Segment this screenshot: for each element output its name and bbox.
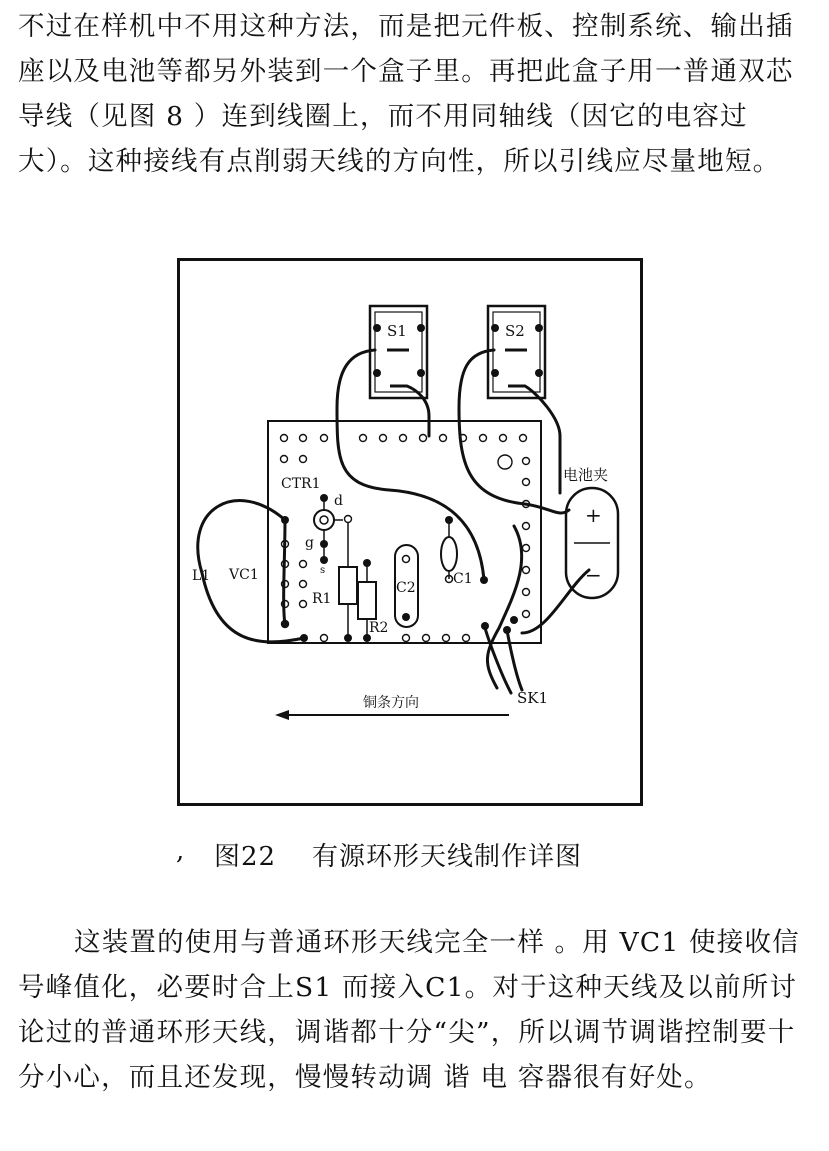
label-c2: C2	[396, 580, 416, 596]
label-s1: S1	[387, 322, 407, 340]
label-r2: R2	[369, 620, 389, 636]
wires	[198, 350, 589, 693]
label-c1: C1	[453, 571, 473, 587]
label-vc1: VC1	[229, 567, 259, 583]
board-holes	[281, 435, 530, 642]
resistor-r1	[339, 522, 357, 642]
figure-frame	[179, 260, 642, 805]
figure-caption	[0, 836, 829, 876]
label-g: g	[305, 535, 314, 551]
label-d: d	[334, 493, 343, 509]
circuit-board	[268, 421, 541, 643]
label-sk1: SK1	[517, 689, 549, 707]
caption-title: 有源环形天线制作详图	[312, 842, 583, 872]
label-plus: +	[585, 503, 602, 527]
caption-label: 图22	[214, 842, 277, 872]
label-ctr1: CTR1	[281, 476, 321, 492]
figure-22-diagram	[177, 258, 643, 806]
label-minus: −	[585, 563, 602, 587]
label-battery-clip: 电池夹	[563, 466, 609, 484]
label-r1: R1	[312, 591, 332, 607]
label-l1: L1	[192, 568, 211, 584]
switch-s2	[488, 306, 545, 398]
circuit-drawing	[177, 258, 643, 806]
label-s: s	[320, 565, 326, 576]
paragraph-bottom: 这装置的使用与普通环形天线完全一样 。用 VC1 使接收信号峰值化，必要时合上S1 而接入C1。对于这种天线及以前所讨论过的普通环形天线，调谐都十分“尖”，所以调节调谐控制要十分小心，而且还发现，慢慢转动调 谐 电 容器很有好处。	[18, 927, 800, 1093]
label-strip-direction: 铜条方向	[363, 695, 419, 711]
label-s2: S2	[505, 322, 525, 340]
strip-direction-arrow	[275, 710, 509, 720]
switch-s1	[370, 306, 427, 398]
paragraph-top: 不过在样机中不用这种方法，而是把元件板、控制系统、输出插座以及电池等都另外装到一个盒子里。再把此盒子用一普通双芯导线（见图 8 ）连到线圈上，而不用同轴线（因它的电容过大）。这种接线有点削弱天线的方向性，所以引线应尽量地短。	[18, 11, 794, 177]
caption-mark: ,	[176, 836, 185, 866]
